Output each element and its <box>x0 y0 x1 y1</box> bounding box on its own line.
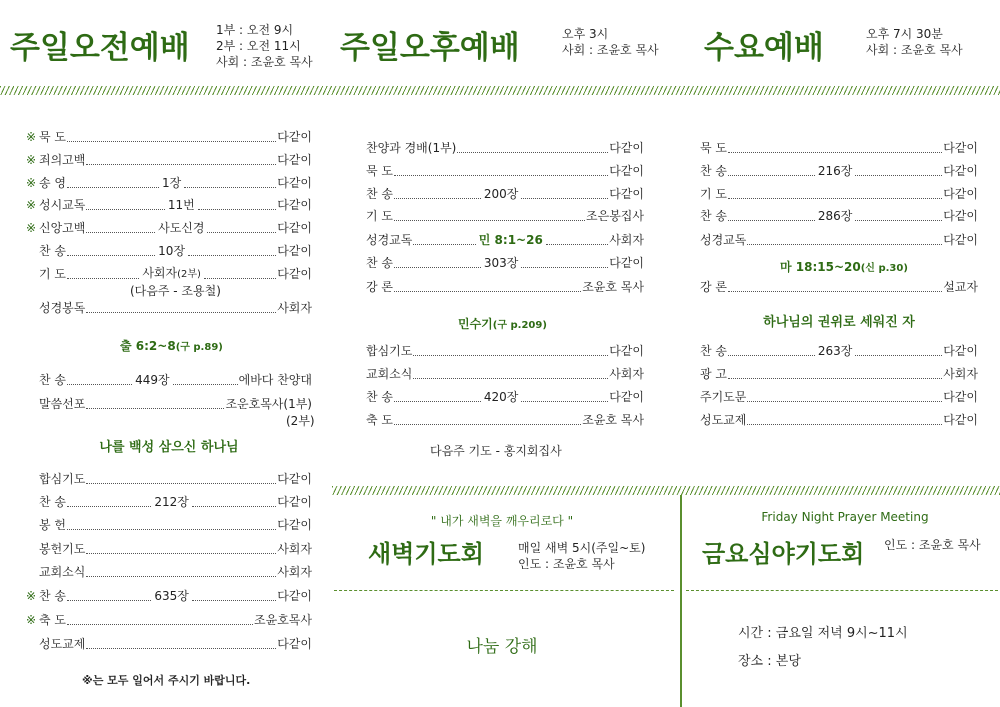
order-row <box>366 232 644 248</box>
order-label: 기 도 <box>366 209 393 223</box>
order-value: 다같이 <box>609 187 644 201</box>
order-value: 다같이 <box>943 344 978 358</box>
leader-dots <box>67 384 132 385</box>
dawn-dashed-divider <box>334 590 674 591</box>
order-row <box>26 300 312 316</box>
subtitle-text: 민수기 <box>458 317 493 331</box>
order-label: 축 도 <box>366 413 393 427</box>
friday-dashed-divider <box>686 590 998 591</box>
order-row <box>26 266 312 282</box>
order-row <box>26 129 312 145</box>
leader-dots <box>728 152 942 153</box>
leader-dots <box>394 424 581 425</box>
order-value: 사회자 <box>609 367 644 381</box>
order-detail-note: (2부) <box>177 269 201 280</box>
order-row <box>26 588 312 604</box>
order-value: 다같이 <box>277 267 313 281</box>
leader-dots <box>394 198 481 199</box>
scripture-text: 출 6:2~8 <box>120 339 176 353</box>
order-label: 합심기도 <box>39 472 86 486</box>
order-label: 찬 송 <box>700 164 727 178</box>
order-row <box>366 208 644 224</box>
leader-dots <box>521 198 608 199</box>
order-value: 다같이 <box>943 141 978 155</box>
order-value: 조운호목사(1부) <box>225 397 312 411</box>
order-row <box>26 220 312 236</box>
order-row <box>366 255 644 271</box>
order-value: 다같이 <box>277 637 312 651</box>
order-value: 다같이 <box>277 495 312 509</box>
friday-subtitle: Friday Night Prayer Meeting <box>761 510 929 524</box>
leader-dots <box>67 506 151 507</box>
leader-dots <box>86 408 224 409</box>
leader-dots <box>394 175 608 176</box>
dawn-prayer-info <box>518 540 645 572</box>
leader-dots <box>457 152 608 153</box>
order-label: 기 도 <box>39 267 66 281</box>
wednesday-info-line: 오후 7시 30분 <box>866 27 943 41</box>
order-value: 조윤호 목사 <box>582 280 644 294</box>
order-label: 성시교독 <box>39 198 86 212</box>
order-value: 사회자 <box>277 301 312 315</box>
sermon-second-service: (2부) <box>286 414 315 428</box>
afternoon-next-prayer: 다음주 기도 - 홍지회집사 <box>430 444 562 458</box>
order-row <box>26 396 312 412</box>
header-divider <box>0 86 1000 95</box>
leader-dots <box>86 648 276 649</box>
wednesday-scripture <box>780 258 908 275</box>
order-value: 다같이 <box>277 518 312 532</box>
order-value: 조은봉집사 <box>586 209 644 223</box>
order-label: 찬 송 <box>700 209 727 223</box>
leader-dots <box>67 255 155 256</box>
order-row <box>26 564 312 580</box>
order-detail: 사도신경 <box>158 221 205 235</box>
dawn-prayer-title: 새벽기도회 <box>368 540 484 568</box>
order-row <box>366 389 644 405</box>
order-detail-text: 사회자 <box>142 266 178 280</box>
order-label: 합심기도 <box>366 344 413 358</box>
order-detail: 420장 <box>483 390 519 404</box>
lower-panel-divider <box>332 486 1000 495</box>
stand-mark: ※ <box>26 613 37 627</box>
order-value: 에바다 찬양대 <box>238 373 312 387</box>
order-row <box>700 163 978 179</box>
order-label: 찬 송 <box>366 256 393 270</box>
order-value: 다같이 <box>609 164 644 178</box>
order-detail <box>140 266 203 282</box>
order-value: 다같이 <box>277 153 312 167</box>
order-label: 성경교독 <box>366 233 413 247</box>
order-label: 찬 송 <box>366 187 393 201</box>
friday-prayer-title: 금요심야기도회 <box>702 540 865 568</box>
morning-sermon-title: 나를 백성 삼으신 하나님 <box>99 440 239 455</box>
leader-dots <box>747 424 942 425</box>
order-label: 축 도 <box>39 613 66 627</box>
panel-separator <box>680 495 682 707</box>
order-row <box>366 140 644 156</box>
leader-dots <box>207 232 276 233</box>
afternoon-info-line: 사회 : 조윤호 목사 <box>562 43 659 57</box>
order-row <box>700 208 978 224</box>
order-detail: 635장 <box>154 589 189 603</box>
leader-dots <box>728 355 815 356</box>
order-value: 다같이 <box>277 589 312 603</box>
leader-dots <box>67 600 151 601</box>
order-label: 묵 도 <box>39 130 66 144</box>
order-row <box>700 343 978 359</box>
leader-dots <box>728 220 815 221</box>
order-row <box>26 636 312 652</box>
order-row <box>700 366 978 382</box>
leader-dots <box>204 278 276 279</box>
leader-dots <box>394 220 585 221</box>
order-value: 다같이 <box>277 176 313 190</box>
order-detail: 263장 <box>817 344 853 358</box>
stand-mark: ※ <box>26 176 37 190</box>
leader-dots <box>546 244 608 245</box>
order-label: 봉 헌 <box>39 518 66 532</box>
leader-dots <box>86 209 164 210</box>
leader-dots <box>86 164 276 165</box>
afternoon-service-title: 주일오후예배 <box>340 30 520 66</box>
leader-dots <box>855 355 942 356</box>
order-row <box>366 279 644 295</box>
leader-dots <box>86 553 276 554</box>
order-row <box>366 366 644 382</box>
order-value: 다같이 <box>609 256 644 270</box>
order-detail: 303장 <box>483 256 519 270</box>
leader-dots <box>394 267 481 268</box>
order-row <box>26 541 312 557</box>
order-row <box>700 412 978 428</box>
order-row <box>26 517 312 533</box>
order-row <box>26 243 312 259</box>
friday-leader: 인도 : 조윤호 목사 <box>884 538 981 552</box>
subtitle-ref: (구 p.209) <box>492 320 547 331</box>
leader-dots <box>855 175 942 176</box>
order-label: 찬양과 경배(1부) <box>366 141 457 155</box>
order-label: 광 고 <box>700 367 727 381</box>
order-label: 찬 송 <box>366 390 393 404</box>
order-row <box>26 175 312 191</box>
leader-dots <box>394 291 581 292</box>
order-label: 묵 도 <box>366 164 393 178</box>
order-label: 말씀선포 <box>39 397 86 411</box>
order-value: 설교자 <box>943 280 978 294</box>
friday-time: 시간 : 금요일 저녁 9시~11시 <box>738 626 908 641</box>
order-row <box>700 389 978 405</box>
morning-info-line: 2부 : 오전 11시 <box>216 39 301 53</box>
order-row <box>26 152 312 168</box>
order-value: 다같이 <box>943 187 978 201</box>
order-row <box>26 471 312 487</box>
order-value: 다같이 <box>277 472 312 486</box>
leader-dots <box>184 187 276 188</box>
leader-dots <box>67 141 276 142</box>
order-detail: 216장 <box>817 164 853 178</box>
scripture-ref: (구 p.89) <box>175 342 223 353</box>
order-value: 조윤호 목사 <box>582 413 644 427</box>
morning-info-line: 사회 : 조윤호 목사 <box>216 55 313 69</box>
dawn-info-line: 인도 : 조윤호 목사 <box>518 557 615 571</box>
afternoon-subtitle <box>458 315 547 332</box>
leader-dots <box>413 355 608 356</box>
dawn-info-line: 매일 새벽 5시(주일~토) <box>518 541 646 555</box>
leader-dots <box>394 401 481 402</box>
leader-dots <box>521 401 608 402</box>
leader-dots <box>86 232 155 233</box>
order-value: 다같이 <box>609 344 644 358</box>
wednesday-service-title: 수요예배 <box>704 30 824 66</box>
order-value: 다같이 <box>943 209 978 223</box>
afternoon-info-line: 오후 3시 <box>562 27 609 41</box>
order-label: 강 론 <box>366 280 393 294</box>
order-value: 다같이 <box>277 244 312 258</box>
stand-mark: ※ <box>26 221 37 235</box>
friday-place: 장소 : 본당 <box>738 654 801 669</box>
leader-dots <box>728 291 942 292</box>
stand-mark: ※ <box>26 589 37 603</box>
dawn-quote: " 내가 새벽을 깨우리로다 " <box>430 514 574 528</box>
order-row <box>700 279 978 295</box>
order-label: 기 도 <box>700 187 727 201</box>
order-label: 봉헌기도 <box>39 542 86 556</box>
stand-mark: ※ <box>26 153 37 167</box>
order-label: 교회소식 <box>39 565 86 579</box>
order-label: 성경교독 <box>700 233 747 247</box>
order-row <box>700 140 978 156</box>
order-label: 주기도문 <box>700 390 747 404</box>
order-value: 사회자 <box>609 233 644 247</box>
leader-dots <box>192 600 276 601</box>
order-value: 다같이 <box>943 233 978 247</box>
order-label: 찬 송 <box>39 244 66 258</box>
morning-service-title: 주일오전예배 <box>10 30 190 66</box>
order-row <box>700 186 978 202</box>
order-label: 성도교제 <box>39 637 86 651</box>
order-label: 죄의고백 <box>39 153 86 167</box>
order-value: 사회자 <box>277 565 312 579</box>
leader-dots <box>67 624 253 625</box>
order-label: 송 영 <box>39 176 66 190</box>
leader-dots <box>855 220 942 221</box>
order-row <box>366 412 644 428</box>
order-value: 다같이 <box>943 413 978 427</box>
dawn-sharing: 나눔 강해 <box>466 637 538 657</box>
order-row <box>366 163 644 179</box>
order-detail: 10장 <box>158 244 186 258</box>
order-value: 다같이 <box>277 221 312 235</box>
leader-dots <box>188 255 276 256</box>
wednesday-sermon-title: 하나님의 권위로 세워진 자 <box>763 315 915 330</box>
leader-dots <box>86 312 276 313</box>
morning-service-info <box>216 22 313 70</box>
order-detail: 212장 <box>154 495 189 509</box>
order-detail: 민 8:1~26 <box>478 233 543 247</box>
leader-dots <box>728 378 942 379</box>
order-value: 다같이 <box>609 390 644 404</box>
order-value: 사회자 <box>943 367 978 381</box>
scripture-text: 마 18:15~20 <box>780 260 861 274</box>
morning-info-line: 1부 : 오전 9시 <box>216 23 294 37</box>
order-value: 사회자 <box>277 542 312 556</box>
order-row <box>366 186 644 202</box>
order-label: 찬 송 <box>39 589 66 603</box>
afternoon-service-info <box>562 26 659 58</box>
order-label: 묵 도 <box>700 141 727 155</box>
order-row <box>366 343 644 359</box>
order-label: 찬 송 <box>39 495 66 509</box>
order-value: 다같이 <box>943 164 978 178</box>
leader-dots <box>67 529 276 530</box>
leader-dots <box>521 267 608 268</box>
leader-dots <box>173 384 238 385</box>
wednesday-service-info <box>866 26 963 58</box>
leader-dots <box>86 483 276 484</box>
order-value: 다같이 <box>277 130 312 144</box>
order-detail: 449장 <box>135 373 170 387</box>
leader-dots <box>413 378 608 379</box>
leader-dots <box>728 175 815 176</box>
scripture-ref: (신 p.30) <box>860 263 908 274</box>
wednesday-info-line: 사회 : 조윤호 목사 <box>866 43 963 57</box>
order-label: 강 론 <box>700 280 727 294</box>
leader-dots <box>192 506 276 507</box>
order-detail: 1장 <box>162 176 182 190</box>
morning-scripture <box>120 337 223 354</box>
order-row <box>26 372 312 388</box>
order-value: 조윤호목사 <box>254 613 312 627</box>
order-value: 다같이 <box>609 141 644 155</box>
leader-dots <box>67 187 159 188</box>
leader-dots <box>198 209 276 210</box>
leader-dots <box>86 576 276 577</box>
order-row <box>700 232 978 248</box>
order-label: 찬 송 <box>39 373 66 387</box>
order-row <box>26 494 312 510</box>
order-detail: 286장 <box>817 209 853 223</box>
order-detail: 11번 <box>167 198 195 212</box>
stand-mark: ※ <box>26 130 37 144</box>
order-label: 신앙고백 <box>39 221 86 235</box>
leader-dots <box>67 278 139 279</box>
order-label: 찬 송 <box>700 344 727 358</box>
leader-dots <box>747 244 942 245</box>
leader-dots <box>728 198 942 199</box>
standing-footnote: ※는 모두 일어서 주시기 바랍니다. <box>82 674 251 687</box>
leader-dots <box>747 401 942 402</box>
order-label: 성도교제 <box>700 413 747 427</box>
order-row <box>26 612 312 628</box>
order-row <box>26 197 312 213</box>
next-prayer-note: (다음주 - 조용철) <box>130 284 221 298</box>
order-detail: 200장 <box>483 187 519 201</box>
leader-dots <box>413 244 475 245</box>
order-value: 다같이 <box>943 390 978 404</box>
stand-mark: ※ <box>26 198 37 212</box>
order-label: 성경봉독 <box>39 301 86 315</box>
order-label: 교회소식 <box>366 367 413 381</box>
order-value: 다같이 <box>277 198 312 212</box>
